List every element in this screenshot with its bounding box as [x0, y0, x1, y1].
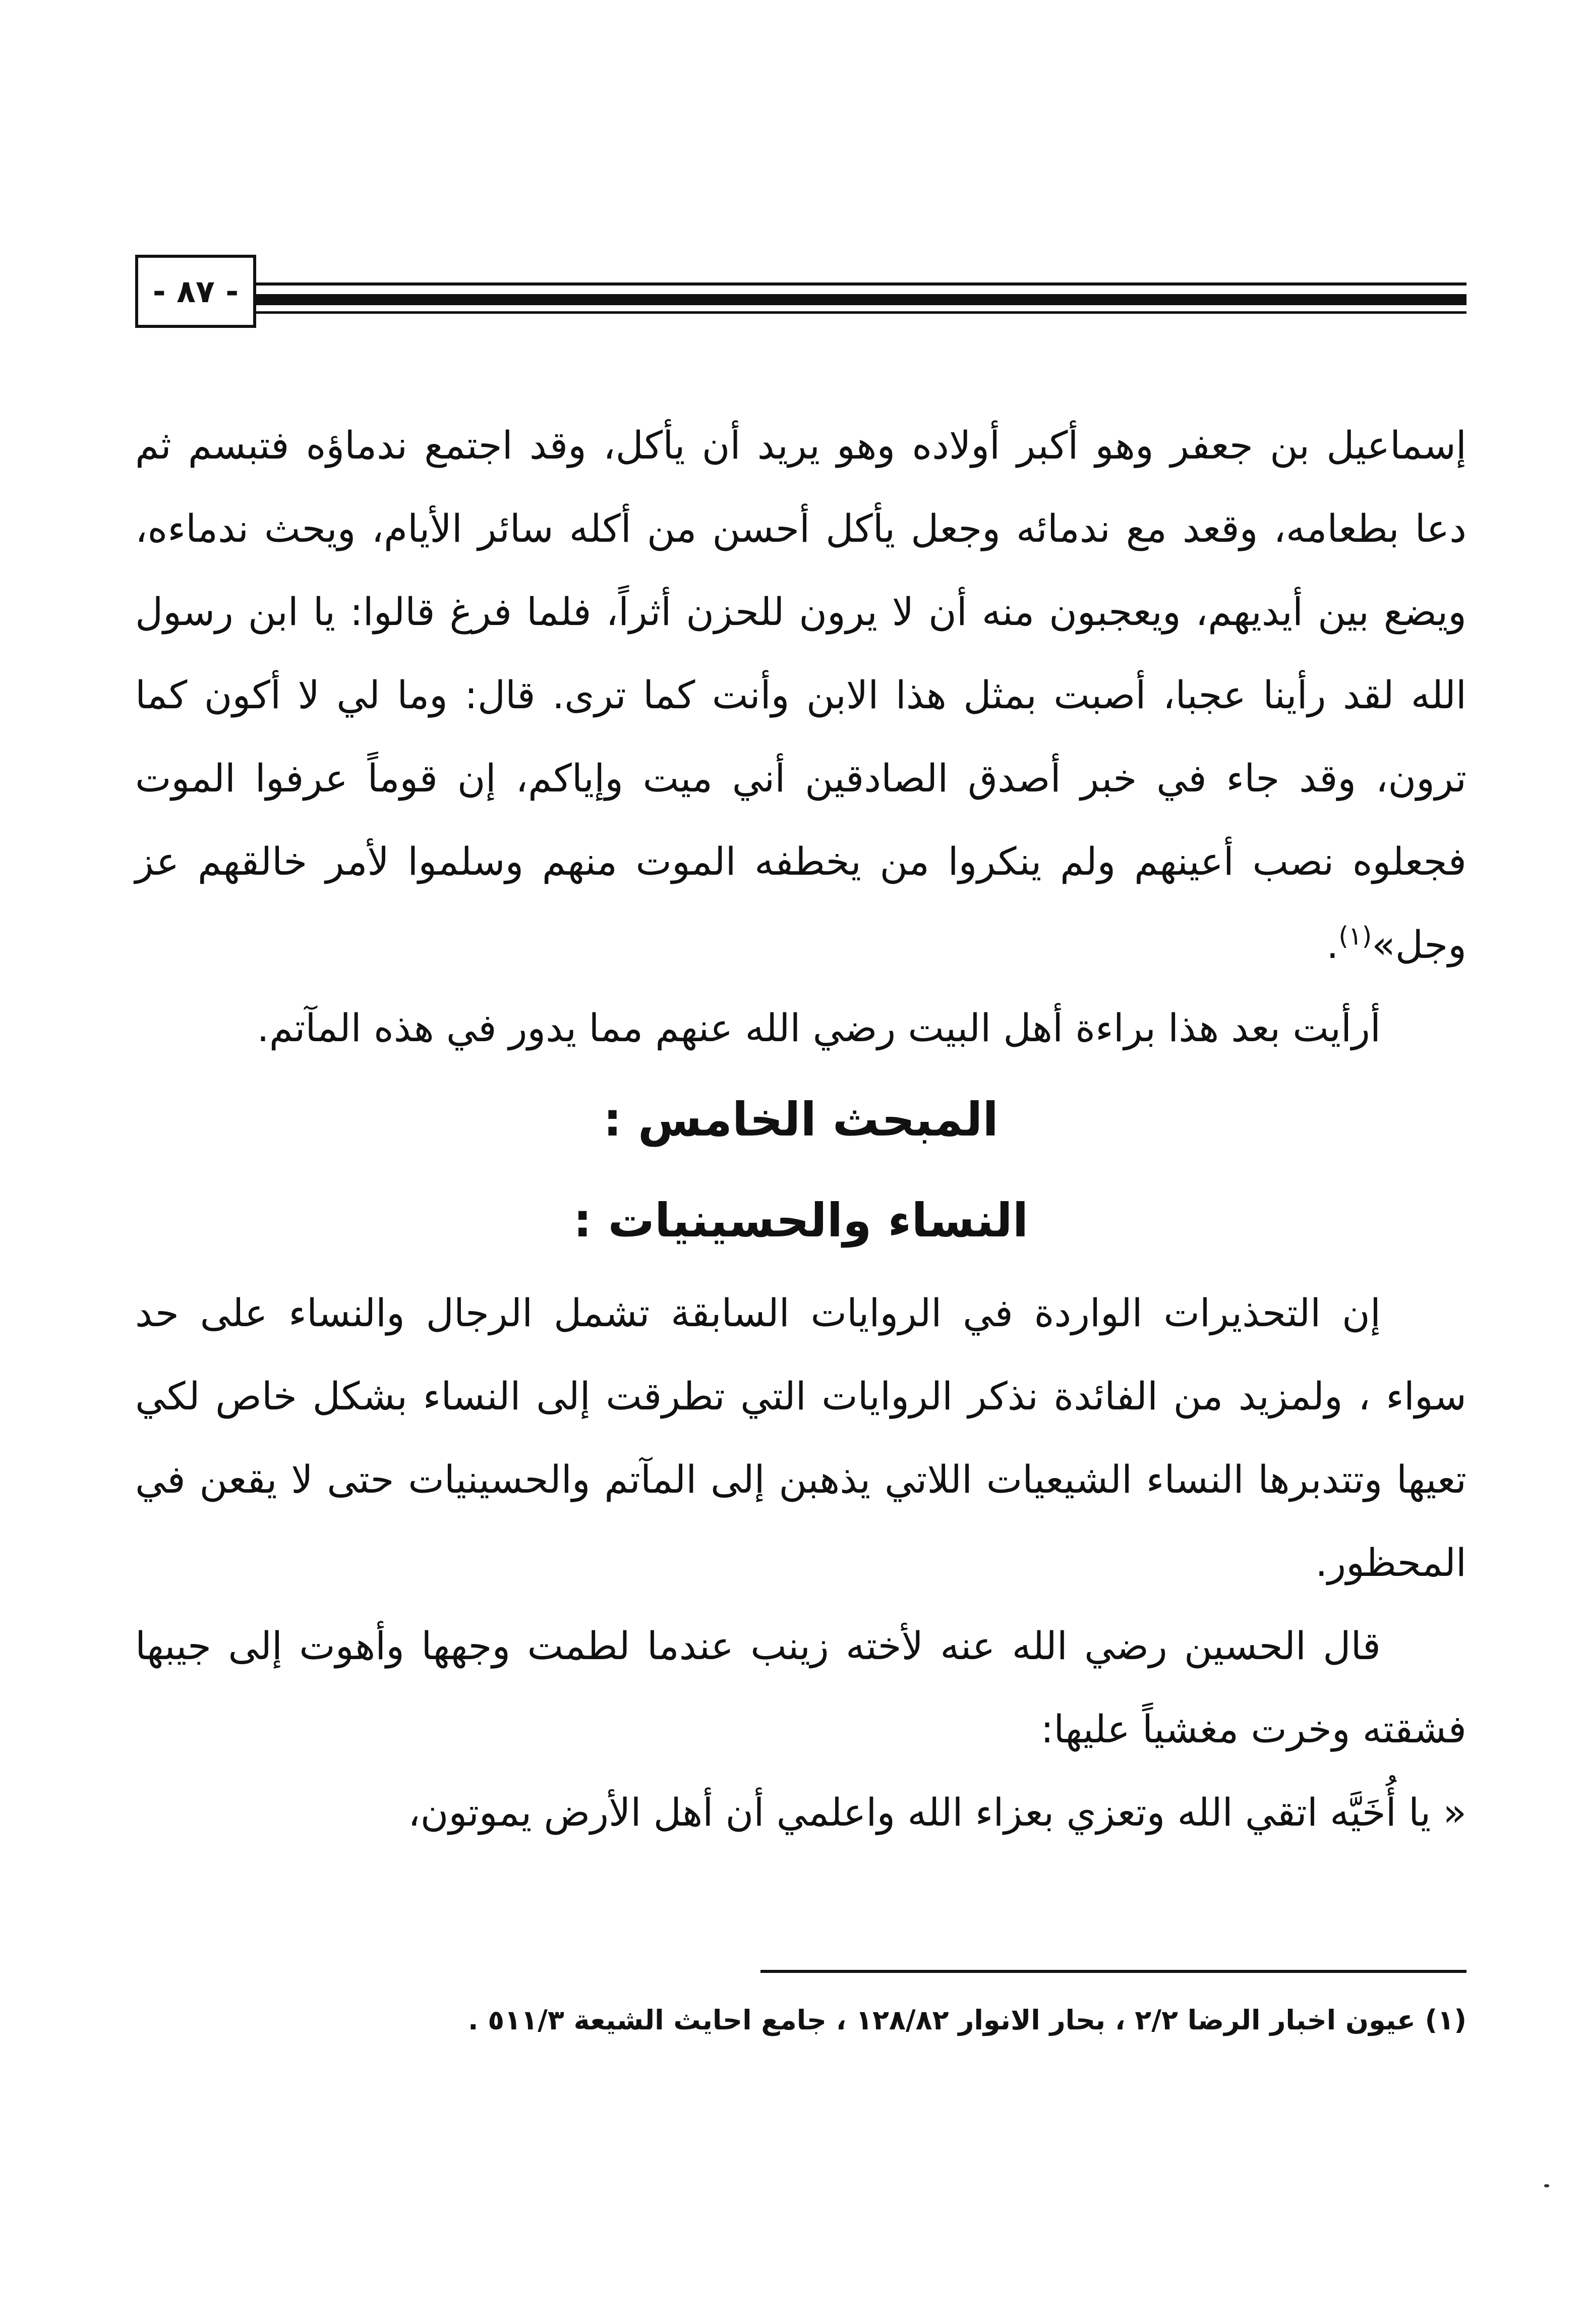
footnote-reference: (١): [1338, 921, 1372, 951]
body-paragraph: « يا أُخَيَّه اتقي الله وتعزي بعزاء الله واعلمي أن أهل الأرض يموتون،: [408, 1790, 1466, 1835]
paragraph-end-mark: .: [1326, 922, 1339, 967]
body-paragraph: إن التحذيرات الواردة في الروايات السابقة تشمل الرجال والنساء على حد سواء ، ولمزيد من الفائدة نذكر الروايات التي تطرقت إلى النساء بشكل خاص لكي تعيها وتتدبرها النساء الشيعيات اللاتي يذهبن إلى المآتم والحسينيات حتى لا يقعن في المحظور.: [135, 1290, 1466, 1585]
section-subheading: النساء والحسينيات :: [573, 1194, 1029, 1248]
page-number-text: - ٨٧ -: [152, 273, 239, 310]
footnote-separator: [760, 1970, 1466, 1973]
header-rule-thin: [256, 282, 1466, 286]
page-header: [135, 255, 1466, 346]
page-number: [135, 255, 256, 328]
paragraph-text: إسماعيل بن جعفر وهو أكبر أولاده وهو يريد أن يأكل، وقد اجتمع ندماؤه فتبسم ثم دعا بطعامه، وقعد مع ندمائه وجعل يأكل أحسن من أكله سائر الأيام، ويحث ندماءه، ويضع بين أيديهم، ويعجبون منه أن لا يرون للحزن أثراً، فلما فرغ قالوا: يا ابن رسول الله لقد رأينا عجبا، أصبت بمثل هذا الابن وأنت كما ترى. قال: وما لي لا أكون كما ترون، وقد جاء في خبر أصدق الصادقين أني ميت وإياكم، إن قوماً عرفوا الموت فجعلوه نصب أعينهم ولم ينكروا من يخطفه الموت منهم وسلموا لأمر خالقهم عز وجل»: [135, 423, 1466, 967]
footnote: (١) عيون اخبار الرضا ٢/٢ ، بحار الانوار ١٢٨/٨٢ ، جامع احايث الشيعة ٥١١/٣ .: [467, 2004, 1466, 2036]
scan-speck: [1544, 2184, 1549, 2187]
body-paragraph: أرأيت بعد هذا براءة أهل البيت رضي الله عنهم مما يدور في هذه المآتم.: [257, 1005, 1381, 1050]
page-body: [135, 404, 1466, 1854]
section-heading: المبحث الخامس :: [603, 1093, 999, 1147]
body-paragraph: قال الحسين رضي الله عنه لأخته زينب عندما لطمت وجهها وأهوت إلى جيبها فشقته وخرت مغشياً عليها:: [135, 1623, 1466, 1751]
body-paragraph: [135, 404, 1466, 986]
header-rule-thick: [256, 294, 1466, 305]
header-rule-thin-bottom: [256, 311, 1466, 314]
